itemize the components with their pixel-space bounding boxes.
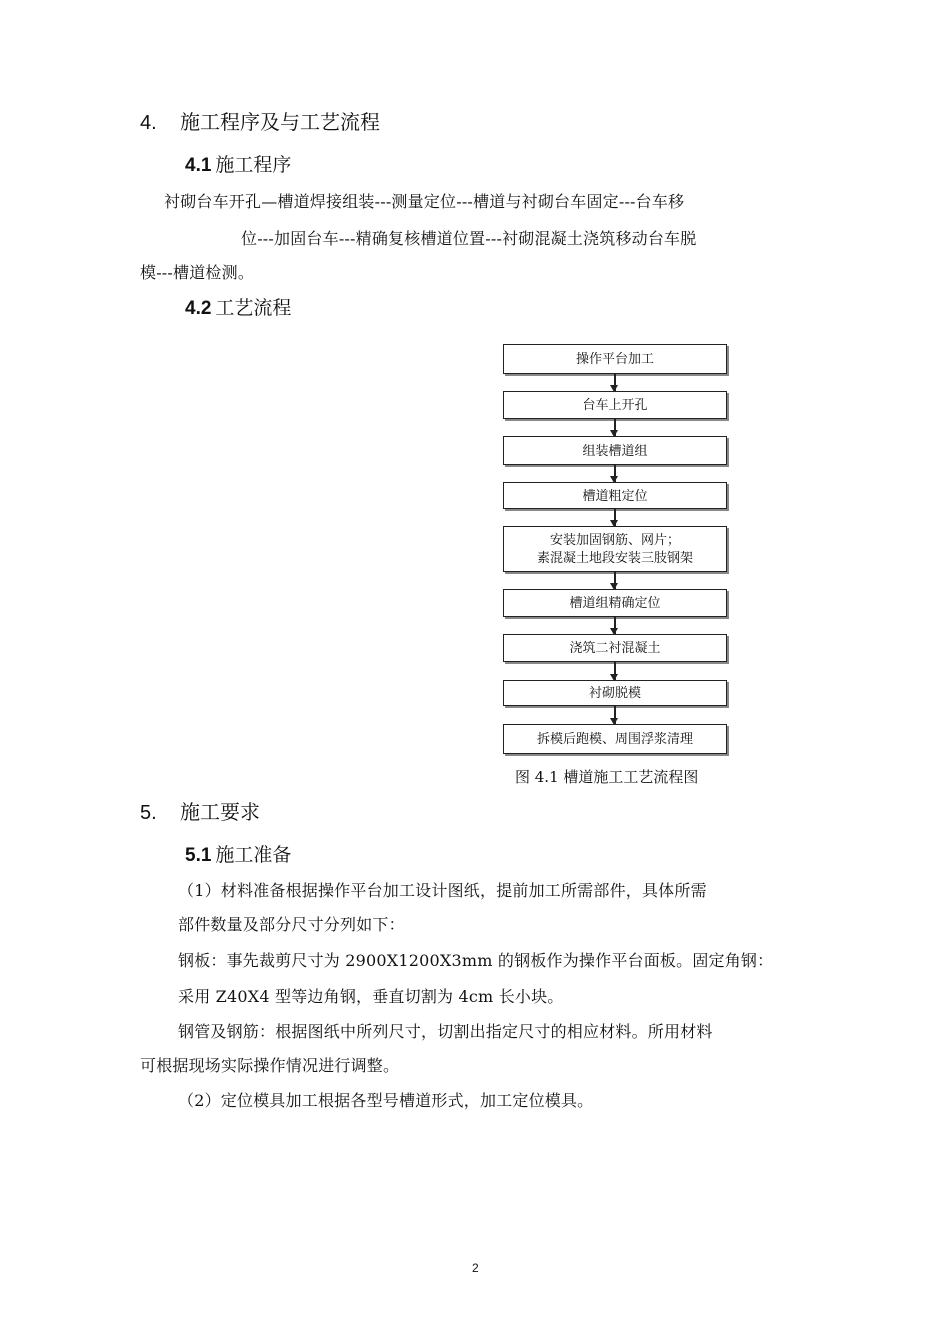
page-number: 2	[472, 1261, 479, 1275]
flow-step	[503, 436, 727, 465]
flow-step	[503, 482, 727, 509]
flow-step-label: 安装加固钢筋、网片；	[549, 532, 680, 547]
flow-step-label: 素混凝土地段安装三肢钢架	[536, 550, 693, 565]
flow-step-label: 组装槽道组	[582, 442, 648, 458]
paragraph-line: （1）材料准备根据操作平台加工设计图纸，提前加工所需部件，具体所需	[178, 881, 707, 900]
flow-step	[503, 724, 727, 754]
paragraph-line: （2）定位模具加工根据各型号槽道形式，加工定位模具。	[178, 1091, 594, 1110]
flow-step	[503, 680, 727, 706]
paragraph-line: 采用 Z40X4 型等边角钢，垂直切割为 4cm 长小块。	[178, 987, 564, 1006]
section-5-title: 施工要求	[180, 802, 260, 824]
flow-step-label: 槽道组精确定位	[569, 595, 661, 610]
process-flowchart	[503, 344, 731, 758]
section-4-2-title: 工艺流程	[215, 297, 292, 319]
paragraph-line: 位---加固台车---精确复核槽道位置---衬砌混凝土浇筑移动台车脱	[241, 229, 697, 248]
flow-step	[503, 526, 727, 572]
flow-step-label: 台车上开孔	[582, 397, 648, 412]
flow-arrow	[614, 465, 616, 482]
section-4-2-number: 4.2	[185, 298, 212, 319]
section-4-2-heading	[185, 293, 291, 320]
flow-step-label: 槽道粗定位	[582, 487, 648, 503]
paragraph-line: 衬砌台车开孔—槽道焊接组装---测量定位---槽道与衬砌台车固定---台车移	[164, 192, 685, 211]
flow-step-label: 操作平台加工	[575, 351, 654, 366]
flow-step-label: 拆模后跑模、周围浮浆清理	[536, 731, 693, 746]
section-5-number: 5.	[140, 802, 157, 824]
paragraph-line: 模---槽道检测。	[140, 263, 255, 282]
section-4-number: 4.	[140, 112, 157, 134]
flow-arrow	[614, 662, 616, 680]
section-4-heading	[140, 106, 380, 135]
flow-step-label: 衬砌脱模	[588, 685, 641, 700]
flow-step-label: 浇筑二衬混凝土	[569, 640, 661, 655]
section-5-1-title: 施工准备	[215, 844, 292, 866]
flow-arrow	[614, 706, 616, 724]
paragraph-line: 钢板：事先裁剪尺寸为 2900X1200X3mm 的钢板作为操作平台面板。固定角钢：	[178, 951, 774, 970]
flow-arrow	[614, 617, 616, 634]
flow-step	[503, 391, 727, 419]
paragraph-line: 部件数量及部分尺寸分列如下：	[178, 915, 405, 934]
section-4-1-title: 施工程序	[215, 154, 292, 176]
flow-arrow	[614, 419, 616, 436]
section-5-1-heading	[185, 840, 291, 867]
section-4-1-number: 4.1	[185, 155, 212, 176]
section-5-heading	[140, 796, 260, 825]
section-4-1-heading	[185, 150, 291, 177]
flow-step	[503, 589, 727, 617]
section-4-title: 施工程序及与工艺流程	[180, 112, 380, 134]
flow-step	[503, 344, 727, 374]
flow-arrow	[614, 374, 616, 391]
flow-arrow	[614, 572, 616, 589]
figure-caption: 图 4.1 槽道施工工艺流程图	[515, 768, 699, 786]
flow-step	[503, 634, 727, 662]
section-5-1-number: 5.1	[185, 845, 212, 866]
paragraph-line: 钢管及钢筋：根据图纸中所列尺寸，切割出指定尺寸的相应材料。所用材料	[178, 1022, 713, 1041]
flow-arrow	[614, 509, 616, 526]
paragraph-line: 可根据现场实际操作情况进行调整。	[140, 1056, 400, 1075]
